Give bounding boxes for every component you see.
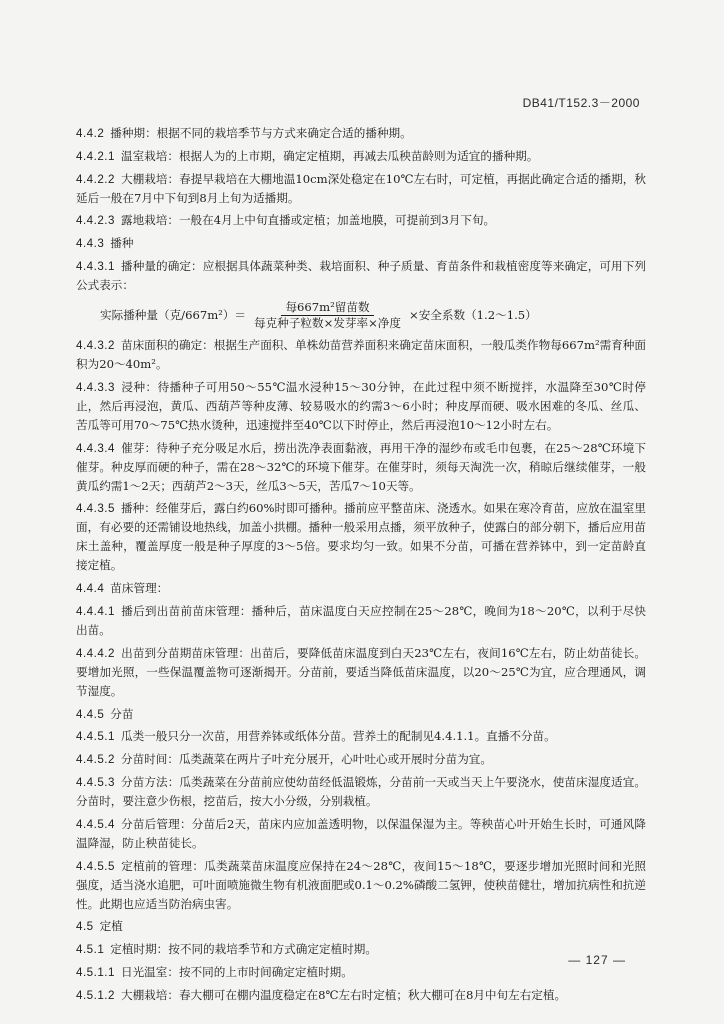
- clause-text: 定植: [99, 919, 123, 934]
- clause-number: 4.5.1: [76, 943, 105, 957]
- page-number: — 127 —: [568, 953, 626, 967]
- clause-text: 分苗方法：瓜类蔬菜在分苗前应使幼苗经低温锻炼，分苗前一天或当天上午要浇水，使苗床湿度适宜。分苗时，要注意少伤根，挖苗后，按大小分级，分别栽植。: [76, 774, 646, 808]
- clause-paragraph: [76, 234, 646, 253]
- clause-number: 4.4.3.5: [76, 502, 115, 516]
- clause-number: 4.4.2: [76, 127, 105, 140]
- clause-paragraph: [76, 705, 646, 724]
- clause-number: 4.4.2.2: [76, 172, 115, 186]
- formula-lhs: 实际播种量（克/667m²）＝: [100, 308, 247, 323]
- formula-numerator: 每667m²留苗数: [281, 301, 373, 316]
- formula-fraction: [250, 301, 405, 330]
- clause-number: 4.4.4: [76, 582, 105, 596]
- paragraph-group-a: [76, 124, 646, 295]
- formula-rhs: ×安全系数（1.2～1.5）: [409, 308, 537, 323]
- clause-number: 4.4.3.2: [76, 338, 115, 352]
- clause-number: 4.4.3.1: [76, 259, 115, 273]
- clause-paragraph: [76, 750, 646, 769]
- clause-paragraph: [76, 963, 646, 982]
- clause-paragraph: [76, 170, 646, 208]
- clause-text: 苗床面积的确定：根据生产面积、单株幼苗营养面积来确定苗床面积，一般瓜类作物每667m²需育种面积为20～40m²。: [76, 337, 646, 371]
- clause-number: 4.4.5.3: [76, 775, 115, 789]
- clause-text: 播种量的确定：应根据具体蔬菜种类、栽培面积、种子质量、育苗条件和栽植密度等来确定，可用下列公式表示：: [76, 258, 646, 292]
- clause-paragraph: [76, 439, 646, 496]
- clause-text: 出苗到分苗期苗床管理：出苗后，要降低苗床温度到白天23℃左右，夜间16℃左右，防止幼苗徒长。要增加光照，一些保温覆盖物可逐渐揭开。分苗前，要适当降低苗床温度，以20～25℃为宜，应合理通风，调节湿度。: [76, 645, 646, 698]
- formula-denominator: 每克种子粒数×发芽率×净度: [254, 315, 401, 330]
- clause-number: 4.4.4.2: [76, 646, 115, 660]
- clause-text: 瓜类一般只分一次苗，用营养钵或纸体分苗。营养土的配制见4.4.1.1。直播不分苗。: [120, 729, 556, 744]
- clause-text: 大棚栽培：春提早栽培在大棚地温10cm深处稳定在10℃左右时，可定植，再据此确定合适的播期，秋延后一般在7月中下旬到8月上旬为适播期。: [76, 171, 646, 205]
- clause-paragraph: [76, 773, 646, 811]
- clause-paragraph: [76, 579, 646, 598]
- clause-number: 4.4.5.2: [76, 753, 115, 767]
- clause-text: 大棚栽培：春大棚可在棚内温度稳定在8℃左右时定植；秋大棚可在8月中旬左右定植。: [120, 987, 567, 1002]
- clause-number: 4.5: [76, 920, 94, 934]
- clause-number: 4.4.2.3: [76, 214, 115, 228]
- clause-text: 定植前的管理：瓜类蔬菜苗床温度应保持在24～28℃，夜间15～18℃，要逐步增加光照时间和光照强度，适当浇水追肥，可叶面喷施微生物有机液面肥或0.1～0.2%磷酸二氢钾，使秧苗健壮，增加抗病性和抗逆性。此期也应适当防治病虫害。: [76, 858, 646, 911]
- clause-number: 4.5.1.1: [76, 965, 115, 979]
- clause-text: 播种: [110, 236, 134, 251]
- paragraph-group-b: [76, 336, 646, 1005]
- clause-number: 4.4.3.4: [76, 441, 115, 455]
- clause-paragraph: [76, 499, 646, 575]
- clause-text: 分苗后管理：分苗后2天，苗床内应加盖透明物，以保温保湿为主。等秧苗心叶开始生长时，可通风降温降湿，防止秧苗徒长。: [76, 816, 646, 850]
- standard-code: DB41/T152.3－2000: [522, 96, 640, 110]
- clause-text: 播后到出苗前苗床管理：播种后，苗床温度白天应控制在25～28℃，晚间为18～20℃，以利于尽快出苗。: [76, 603, 646, 637]
- clause-text: 分苗时间：瓜类蔬菜在两片子叶充分展开，心叶吐心或开展时分苗为宜。: [120, 752, 492, 767]
- clause-text: 催芽：待种子充分吸足水后，捞出洗净表面黏液，再用干净的湿纱布或毛巾包裹，在25～28℃环境下催芽。种皮厚而硬的种子，需在28～32℃的环境下催芽。在催芽时，须每天淘洗一次，稍晾后继续催芽，一般黄瓜约需1～2天；西葫芦2～3天，丝瓜3～5天，苦瓜7～10天等。: [76, 440, 646, 493]
- clause-number: 4.4.5: [76, 707, 105, 721]
- clause-paragraph: [76, 917, 646, 936]
- clause-number: 4.4.5.1: [76, 730, 115, 744]
- clause-paragraph: [76, 211, 646, 230]
- clause-paragraph: [76, 644, 646, 701]
- clause-paragraph: [76, 815, 646, 853]
- clause-number: 4.5.1.2: [76, 988, 115, 1002]
- clause-number: 4.4.3: [76, 237, 105, 251]
- clause-text: 苗床管理：: [110, 581, 169, 596]
- clause-paragraph: [76, 940, 646, 959]
- clause-text: 日光温室：按不同的上市时间确定定植时期。: [120, 964, 353, 979]
- clause-text: 分苗: [110, 706, 134, 721]
- clause-text: 温室栽培：根据人为的上市期，确定定植期，再减去瓜秧苗龄则为适宜的播种期。: [120, 148, 539, 163]
- clause-number: 4.4.3.3: [76, 380, 115, 394]
- clause-paragraph: [76, 124, 646, 143]
- clause-number: 4.4.4.1: [76, 604, 115, 618]
- clause-text: 浸种：待播种子可用50～55℃温水浸种15～30分钟，在此过程中须不断搅拌，水温降至30℃时停止，然后再浸泡，黄瓜、西葫芦等种皮薄、较易吸水的约需3～6小时；种皮厚而硬、吸水困难的冬瓜、丝瓜、苦瓜等可用70～75℃热水烫种，迅速搅拌至40℃以下时停止，然后再浸泡10～12小时左右。: [76, 379, 646, 432]
- clause-number: 4.4.2.1: [76, 149, 115, 163]
- clause-paragraph: [76, 257, 646, 295]
- seeding-formula: [76, 301, 646, 330]
- clause-text: 露地栽培：一般在4月上中旬直播或定植；加盖地膜，可提前到3月下旬。: [120, 213, 496, 228]
- clause-paragraph: [76, 727, 646, 746]
- clause-paragraph: [76, 986, 646, 1005]
- clause-number: 4.4.5.4: [76, 817, 115, 831]
- clause-text: 播种期：根据不同的栽培季节与方式来确定合适的播种期。: [110, 126, 412, 140]
- clause-text: 播种：经催芽后，露白约60%时即可播种。播前应平整苗床、浇透水。如果在寒冷育苗，应放在温室里面，有必要的还需铺设地热线，加盖小拱棚。播种一般采用点播，须平放种子，使露白的部分朝下，播后应用苗床土盖种，覆盖厚度一般是种子厚度的3～5倍。要求均匀一致。如果不分苗，可播在营养钵中，到一定苗龄直接定植。: [76, 501, 646, 573]
- clause-number: 4.4.5.5: [76, 859, 115, 873]
- clause-paragraph: [76, 147, 646, 166]
- clause-paragraph: [76, 336, 646, 374]
- clause-paragraph: [76, 378, 646, 435]
- clause-paragraph: [76, 602, 646, 640]
- clause-paragraph: [76, 857, 646, 914]
- document-body: [76, 124, 646, 1009]
- clause-text: 定植时期：按不同的栽培季节和方式确定定植时期。: [110, 942, 377, 957]
